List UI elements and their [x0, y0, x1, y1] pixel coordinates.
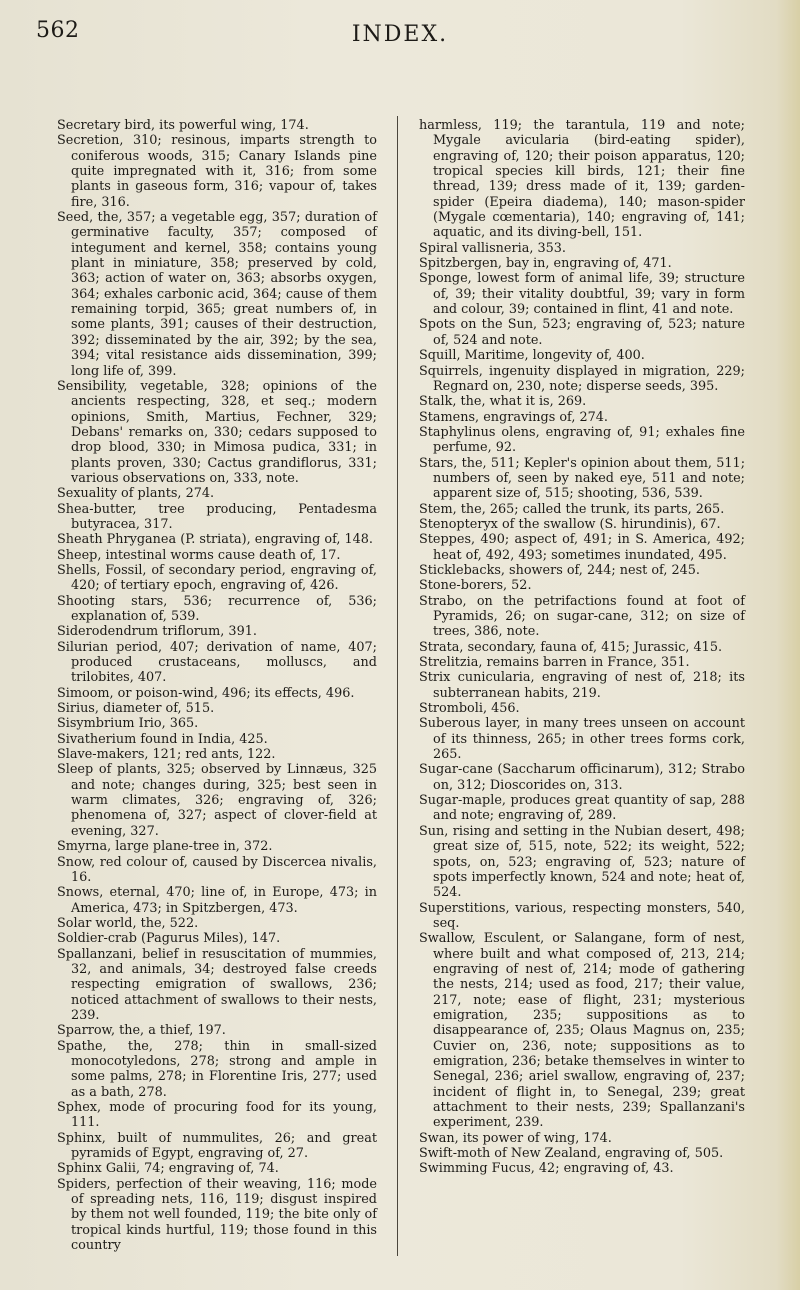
- index-entry: Swan, its power of wing, 174.: [419, 1130, 612, 1146]
- index-entry: Secretion, 310; resinous, imparts strength to coniferous woods, 315; Canary Islands pine quite impregnated with it, 316; from some plants in gaseous form, 316; vapour of, takes fire, 316.: [57, 133, 377, 210]
- index-entry: Swift-moth of New Zealand, engraving of, 505.: [419, 1146, 724, 1162]
- index-entry: Shooting stars, 536; recurrence of, 536; explanation of, 539.: [57, 593, 377, 624]
- index-entry: Spiders, perfection of their weaving, 116; mode of spreading nets, 116, 119; disgust inspired by them not well founded, 119; the bite only of tropical kinds hurtful, 119; those found in this country: [57, 1176, 377, 1254]
- index-entry: Sphinx, built of nummulites, 26; and great pyramids of Egypt, engraving of, 27.: [57, 1130, 377, 1162]
- index-entry: Sparrow, the, a thief, 197.: [57, 1023, 226, 1039]
- index-entry: Shea-butter, tree producing, Pentadesma butyracea, 317.: [57, 501, 377, 532]
- index-entry: Sheep, intestinal worms cause death of, 17.: [57, 547, 341, 563]
- index-entry: Shells, Fossil, of secondary period, engraving of, 420; of tertiary epoch, engraving of, 426.: [57, 562, 377, 594]
- index-entry: Stone-borers, 52.: [419, 578, 532, 594]
- index-entry: Strata, secondary, fauna of, 415; Jurassic, 415.: [419, 639, 723, 655]
- index-entry: Swallow, Esculent, or Salangane, form of nest, where built and what composed of, 213, 214; engraving of nest of, 214; mode of gathering the nests, 214; used as food, 217; their value, 217, note; ease of flight, 231; mysterious emigration, 235; suppositions as to disappearance of, 235; Olaus Magnus on, 235; Cuvier on, 236, note; suppositions as to emigration, 236; betake themselves in winter to Senegal, 236; ariel swallow, engraving of, 237; incident of flight in, to Senegal, 239; great attachment to their nests, 239; Spallanzani's experiment, 239.: [419, 931, 745, 1131]
- index-entry: Sheath Phryganea (P. striata), engraving of, 148.: [57, 532, 373, 548]
- index-entry: Squirrels, ingenuity displayed in migration, 229; Regnard on, 230, note; disperse seeds, 395.: [419, 363, 745, 394]
- index-entry: Sun, rising and setting in the Nubian desert, 498; great size of, 515, note, 522; its weight, 522; spots, on, 523; engraving of, 523; nature of spots imperfectly known, 524 and note; heat of, 524.: [419, 823, 745, 901]
- index-entry: Stenopteryx of the swallow (S. hirundinis), 67.: [419, 516, 721, 532]
- index-entry: Strabo, on the petrifactions found at foot of Pyramids, 26; on sugar-cane, 312; on size of trees, 386, note.: [419, 593, 745, 640]
- page-number: 562: [36, 18, 80, 43]
- index-entry: Staphylinus olens, engraving of, 91; exhales fine perfume, 92.: [419, 424, 745, 456]
- index-entry: Swimming Fucus, 42; engraving of, 43.: [419, 1161, 674, 1177]
- index-entry: Sticklebacks, showers of, 244; nest of, 245.: [419, 562, 700, 578]
- index-entry: Strelitzia, remains barren in France, 351.: [419, 655, 690, 671]
- index-entry: Secretary bird, its powerful wing, 174.: [57, 118, 309, 133]
- index-entry: Solar world, the, 522.: [57, 915, 199, 931]
- index-entry: Sisymbrium Irio, 365.: [57, 716, 199, 732]
- index-entry: Spallanzani, belief in resuscitation of mummies, 32, and animals, 34; destroyed false creeds respecting emigration of swallows, 236; noticed attachment of swallows to their nests, 239.: [57, 946, 377, 1023]
- index-entry: Snows, eternal, 470; line of, in Europe, 473; in America, 473; in Spitzbergen, 473.: [57, 885, 377, 916]
- index-entry: Sponge, lowest form of animal life, 39; structure of, 39; their vitality doubtful, 39; vary in form and colour, 39; contained in flint, 41 and note.: [419, 271, 745, 318]
- index-entry: Suberous layer, in many trees unseen on account of its thinness, 265; in other trees forms cork, 265.: [419, 716, 745, 763]
- index-entry: Spots on the Sun, 523; engraving of, 523; nature of, 524 and note.: [419, 317, 745, 348]
- left-column: [57, 118, 377, 1253]
- running-head: INDEX.: [351, 22, 449, 47]
- index-entry: Sexuality of plants, 274.: [57, 486, 215, 502]
- index-entry: Sensibility, vegetable, 328; opinions of the ancients respecting, 328, et seq.; modern opinions, Smith, Martius, Fechner, 329; Debans' remarks on, 330; cedars supposed to drop blood, 330; in Mimosa pudica, 331; in plants proven, 330; Cactus grandiflorus, 331; various observations on, 333, note.: [57, 378, 377, 486]
- index-entry: Spitzbergen, bay in, engraving of, 471.: [419, 256, 672, 272]
- index-entry: Strix cunicularia, engraving of nest of, 218; its subterranean habits, 219.: [419, 670, 745, 701]
- index-entry: Simoom, or poison-wind, 496; its effects, 496.: [57, 685, 355, 701]
- index-entry: Stem, the, 265; called the trunk, its parts, 265.: [419, 501, 725, 517]
- index-entry: Stromboli, 456.: [419, 701, 520, 717]
- index-entry: harmless, 119; the tarantula, 119 and note; Mygale avicularia (bird-eating spider), engraving of, 120; their poison apparatus, 120; tropical species kill birds, 121; their fine thread, 139; dress made of it, 139; garden-spider (Epeira diadema), 140; mason-spider (Mygale cœmentaria), 140; engraving of, 141; aquatic, and its diving-bell, 151.: [419, 118, 745, 241]
- index-entry: Sphinx Galii, 74; engraving of, 74.: [57, 1161, 279, 1177]
- right-column: [419, 118, 745, 1177]
- index-entry: Slave-makers, 121; red ants, 122.: [57, 747, 276, 763]
- index-entry: Siderodendrum triflorum, 391.: [57, 624, 257, 640]
- index-entry: Smyrna, large plane-tree in, 372.: [57, 839, 273, 855]
- index-entry: Soldier-crab (Pagurus Miles), 147.: [57, 931, 281, 947]
- index-entry: Stalk, the, what it is, 269.: [419, 394, 587, 410]
- index-entry: Sleep of plants, 325; observed by Linnæus, 325 and note; changes during, 325; best seen in warm climates, 326; engraving of, 326; phenomena of, 327; aspect of clover-field at evening, 327.: [57, 762, 377, 839]
- index-entry: Squill, Maritime, longevity of, 400.: [419, 348, 645, 364]
- index-entry: Spathe, the, 278; thin in small-sized monocotyledons, 278; strong and ample in some palms, 278; in Florentine Iris, 277; used as a bath, 278.: [57, 1038, 377, 1100]
- index-entry: Spiral vallisneria, 353.: [419, 240, 566, 256]
- index-entry: Sirius, diameter of, 515.: [57, 701, 215, 717]
- index-entry: Silurian period, 407; derivation of name, 407; produced crustaceans, molluscs, and trilobites, 407.: [57, 639, 377, 686]
- index-entry: Steppes, 490; aspect of, 491; in S. America, 492; heat of, 492, 493; sometimes inundated, 495.: [419, 532, 745, 563]
- index-entry: Sphex, mode of procuring food for its young, 111.: [57, 1100, 377, 1131]
- index-entry: Sugar-maple, produces great quantity of sap, 288 and note; engraving of, 289.: [419, 793, 745, 824]
- index-entry: Sugar-cane (Saccharum officinarum), 312; Strabo on, 312; Dioscorides on, 313.: [419, 762, 745, 793]
- index-entry: Sivatherium found in India, 425.: [57, 731, 268, 747]
- index-entry: Stars, the, 511; Kepler's opinion about them, 511; numbers of, seen by naked eye, 511 and note; apparent size of, 515; shooting, 536, 539.: [419, 455, 745, 502]
- index-entry: Superstitions, various, respecting monsters, 540, seq.: [419, 900, 745, 931]
- index-entry: Snow, red colour of, caused by Discercea nivalis, 16.: [57, 854, 377, 885]
- index-entry: Seed, the, 357; a vegetable egg, 357; duration of germinative faculty, 357; composed of integument and kernel, 358; contains young plant in miniature, 358; preserved by cold, 363; action of water on, 363; absorbs oxygen, 364; exhales carbonic acid, 364; cause of them remaining torpid, 365; great numbers of, in some plants, 391; causes of their destruction, 392; disseminated by the air, 392; by the sea, 394; vital resistance aids dissemination, 399; long life of, 399.: [57, 210, 377, 379]
- index-entry: Stamens, engravings of, 274.: [419, 409, 608, 425]
